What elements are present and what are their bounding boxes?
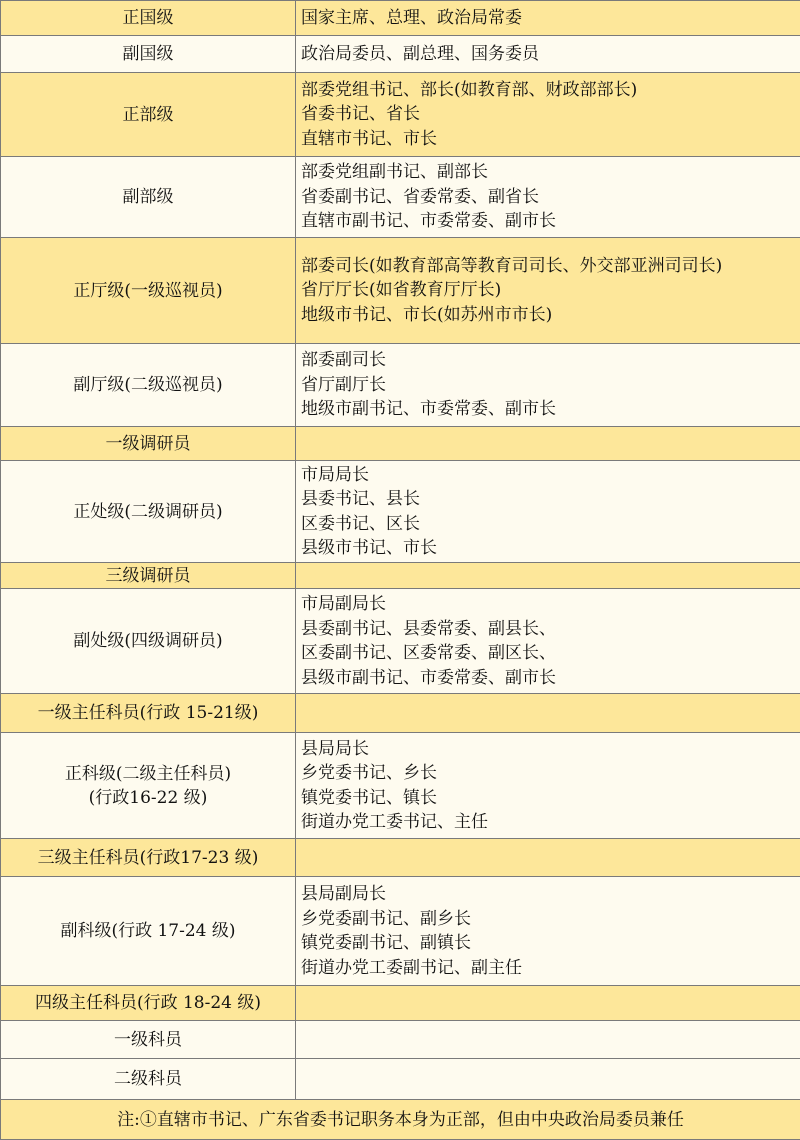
- post-line: 部委司长(如教育部高等教育司司长、外交部亚洲司司长): [301, 254, 800, 279]
- post-line: 区委书记、区长: [301, 512, 800, 537]
- rank-text: 副部级: [1, 185, 295, 209]
- posts-cell: [296, 157, 800, 238]
- posts-cell: [296, 733, 800, 839]
- posts-cell: [296, 238, 800, 344]
- rank-cell: [1, 36, 296, 73]
- table-row: [1, 73, 800, 157]
- post-line: 直辖市书记、市长: [301, 127, 800, 152]
- rank-cell: [1, 563, 296, 589]
- rank-text: 三级主任科员(行政17-23 级): [1, 846, 295, 870]
- rank-cell: [1, 461, 296, 563]
- rank-text: 副处级(四级调研员): [1, 629, 295, 653]
- post-line: 政治局委员、副总理、国务委员: [301, 42, 800, 67]
- rank-text: 正处级(二级调研员): [1, 500, 295, 524]
- post-line: 省委书记、省长: [301, 102, 800, 127]
- posts-cell: [296, 461, 800, 563]
- rank-text: 二级科员: [1, 1067, 295, 1091]
- table-row: [1, 157, 800, 238]
- posts-cell: [296, 563, 800, 589]
- rank-cell: [1, 1, 296, 36]
- posts-cell: [296, 344, 800, 427]
- post-line: 部委党组书记、部长(如教育部、财政部部长): [301, 78, 800, 103]
- rank-cell: [1, 73, 296, 157]
- post-line: 省厅副厅长: [301, 373, 800, 398]
- posts-cell: [296, 694, 800, 733]
- posts-cell: [296, 1, 800, 36]
- post-line: 市局局长: [301, 463, 800, 488]
- rank-text: 正国级: [1, 6, 295, 30]
- post-line: 部委党组副书记、副部长: [301, 160, 800, 185]
- rank-text: 正厅级(一级巡视员): [1, 279, 295, 303]
- table-row: [1, 877, 800, 986]
- table-row: [1, 733, 800, 839]
- post-line: 乡党委书记、乡长: [301, 761, 800, 786]
- posts-cell: [296, 73, 800, 157]
- posts-cell: [296, 986, 800, 1021]
- footnote-text: 注:①直辖市书记、广东省委书记职务本身为正部，但由中央政治局委员兼任: [117, 1110, 684, 1130]
- posts-cell: [296, 36, 800, 73]
- rank-cell: [1, 427, 296, 461]
- post-line: 县局副局长: [301, 882, 800, 907]
- rank-text: 正部级: [1, 103, 295, 127]
- table-row: [1, 427, 800, 461]
- rank-text: 正科级(二级主任科员): [1, 762, 295, 786]
- post-line: 地级市书记、市长(如苏州市市长): [301, 303, 800, 328]
- post-line: 镇党委副书记、副镇长: [301, 931, 800, 956]
- rank-cell: [1, 1021, 296, 1059]
- rank-text: 一级主任科员(行政 15-21级): [1, 701, 295, 725]
- post-line: 省厅厅长(如省教育厅厅长): [301, 278, 800, 303]
- rank-text: 一级调研员: [1, 432, 295, 456]
- rank-text: 副国级: [1, 42, 295, 66]
- table-row: [1, 238, 800, 344]
- post-line: 省委副书记、省委常委、副省长: [301, 185, 800, 210]
- rank-cell: [1, 344, 296, 427]
- rank-cell: [1, 238, 296, 344]
- post-line: 县委副书记、县委常委、副县长、: [301, 617, 800, 642]
- posts-cell: [296, 1059, 800, 1100]
- post-line: 县级市副书记、市委常委、副市长: [301, 666, 800, 691]
- table-row: [1, 694, 800, 733]
- post-line: 镇党委书记、镇长: [301, 786, 800, 811]
- table-row: [1, 563, 800, 589]
- rank-text: 副科级(行政 17-24 级): [1, 919, 295, 943]
- post-line: 县委书记、县长: [301, 487, 800, 512]
- post-line: 区委副书记、区委常委、副区长、: [301, 641, 800, 666]
- table-row: [1, 986, 800, 1021]
- posts-cell: [296, 589, 800, 694]
- post-line: 街道办党工委副书记、副主任: [301, 956, 800, 981]
- post-line: 街道办党工委书记、主任: [301, 810, 800, 835]
- table-row: [1, 344, 800, 427]
- post-line: 部委副司长: [301, 348, 800, 373]
- posts-cell: [296, 877, 800, 986]
- posts-cell: [296, 1021, 800, 1059]
- table-row: [1, 36, 800, 73]
- post-line: 直辖市副书记、市委常委、副市长: [301, 209, 800, 234]
- rank-subtext: (行政16-22 级): [1, 786, 295, 810]
- table-row: [1, 589, 800, 694]
- rank-text: 一级科员: [1, 1028, 295, 1052]
- rank-table-body: [1, 1, 800, 1140]
- rank-text: 四级主任科员(行政 18-24 级): [1, 991, 295, 1015]
- table-row: [1, 1059, 800, 1100]
- table-row: [1, 1, 800, 36]
- rank-cell: [1, 1059, 296, 1100]
- rank-cell: [1, 694, 296, 733]
- rank-cell: [1, 839, 296, 877]
- table-row: [1, 1021, 800, 1059]
- rank-cell: [1, 986, 296, 1021]
- rank-text: 三级调研员: [1, 564, 295, 588]
- post-line: 县级市书记、市长: [301, 536, 800, 561]
- post-line: 县局局长: [301, 737, 800, 762]
- table-row: [1, 461, 800, 563]
- post-line: 地级市副书记、市委常委、副市长: [301, 397, 800, 422]
- posts-cell: [296, 427, 800, 461]
- post-line: 市局副局长: [301, 592, 800, 617]
- post-line: 国家主席、总理、政治局常委: [301, 6, 800, 31]
- rank-text: 副厅级(二级巡视员): [1, 373, 295, 397]
- rank-cell: [1, 877, 296, 986]
- table-row: [1, 839, 800, 877]
- rank-cell: [1, 589, 296, 694]
- posts-cell: [296, 839, 800, 877]
- rank-cell: [1, 157, 296, 238]
- rank-cell: [1, 733, 296, 839]
- post-line: 乡党委副书记、副乡长: [301, 907, 800, 932]
